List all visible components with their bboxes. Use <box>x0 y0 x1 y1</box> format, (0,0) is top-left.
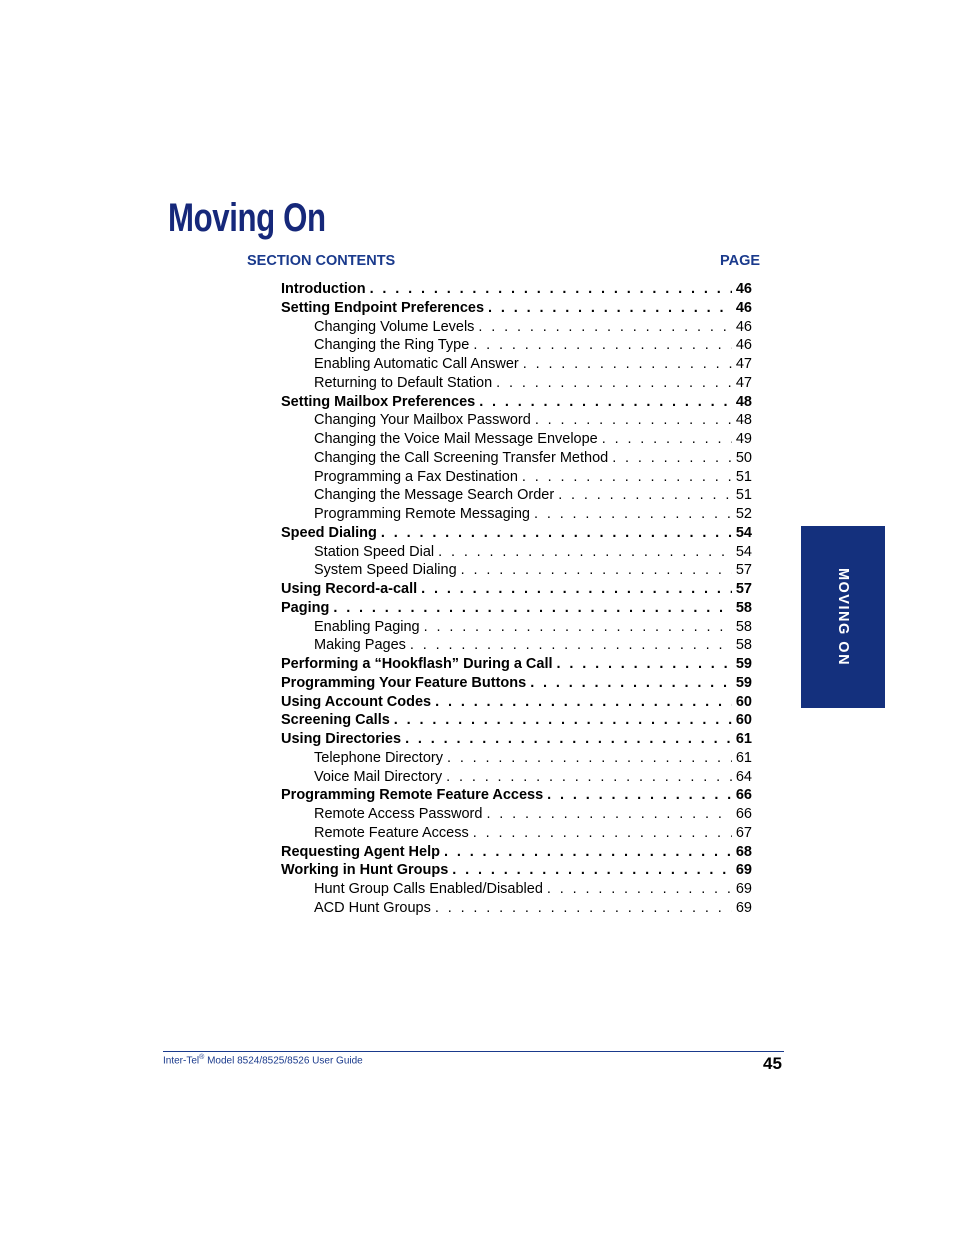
page-number: 45 <box>763 1054 782 1073</box>
toc-entry-label: Changing Volume Levels <box>314 318 475 335</box>
toc-entry <box>314 468 752 487</box>
toc-entry <box>314 805 752 824</box>
dot-leader <box>446 768 732 787</box>
toc-entry-page: 66 <box>735 806 752 822</box>
dot-leader <box>486 805 731 824</box>
toc-entry-page: 48 <box>735 412 752 429</box>
toc-entry-label: Setting Mailbox Preferences <box>281 393 476 410</box>
dot-leader <box>421 580 732 599</box>
dot-leader <box>381 524 732 543</box>
toc-entry-label: Enabling Paging <box>314 618 420 635</box>
toc-entry <box>281 524 752 543</box>
toc-entry <box>314 543 752 562</box>
toc-entry-label: Using Record-a-call <box>281 581 418 597</box>
toc-entry <box>281 599 752 618</box>
toc-entry-label: Speed Dialing <box>281 524 377 541</box>
dot-leader <box>452 861 732 880</box>
toc-entry-label: ACD Hunt Groups <box>314 899 431 916</box>
footer-brand: Inter-Tel <box>163 1055 200 1067</box>
page-column-header: PAGE <box>720 253 761 269</box>
toc-entry <box>281 693 752 712</box>
dot-leader <box>473 336 732 355</box>
toc-entry <box>281 674 752 693</box>
toc-entry-label: Remote Access Password <box>314 806 483 822</box>
toc-entry <box>314 336 752 355</box>
footer-guide-name: Model 8524/8525/8526 User Guide <box>204 1055 363 1067</box>
side-tab <box>801 526 885 708</box>
toc-entry-page: 60 <box>735 693 752 710</box>
toc-entry-page: 57 <box>735 562 752 579</box>
toc-entry-label: Working in Hunt Groups <box>281 862 449 879</box>
toc-entry <box>314 486 752 505</box>
toc-entry-page: 61 <box>735 749 752 766</box>
toc-entry-label: Hunt Group Calls Enabled/Disabled <box>314 881 543 897</box>
toc-entry-page: 59 <box>735 656 752 672</box>
toc-entry <box>281 393 752 412</box>
toc-entry-label: Paging <box>281 599 330 616</box>
toc-entry-label: Changing the Voice Mail Message Envelope <box>314 431 598 447</box>
toc-entry-label: Telephone Directory <box>314 749 443 766</box>
toc-entry-page: 48 <box>735 393 752 410</box>
toc-entry-page: 64 <box>735 768 752 785</box>
dot-leader <box>496 374 732 393</box>
page-title: Moving On <box>168 196 326 240</box>
toc-entry <box>281 280 752 299</box>
toc-entry <box>281 861 752 880</box>
dot-leader <box>444 843 732 862</box>
toc-entry-label: Station Speed Dial <box>314 543 435 560</box>
toc-entry <box>314 768 752 787</box>
dot-leader <box>557 655 732 674</box>
toc-entry <box>314 355 752 374</box>
dot-leader <box>602 430 732 449</box>
toc-entry-page: 49 <box>735 431 752 447</box>
toc-entry <box>314 561 752 580</box>
toc-entry-page: 46 <box>735 299 752 316</box>
toc-entry <box>314 749 752 768</box>
dot-leader <box>547 880 732 899</box>
toc-entry-page: 58 <box>735 637 752 654</box>
toc-entry-label: Programming Remote Feature Access <box>281 787 544 804</box>
toc-entry-page: 68 <box>735 843 752 860</box>
toc-entry-page: 54 <box>735 524 752 541</box>
toc-entry <box>281 730 752 749</box>
toc-entry <box>314 880 752 899</box>
toc-entry <box>281 843 752 862</box>
toc-entry-label: System Speed Dialing <box>314 562 457 579</box>
toc-entry-page: 59 <box>735 674 752 691</box>
dot-leader <box>534 505 732 524</box>
toc-entry <box>314 505 752 524</box>
toc-entry-label: Programming Remote Messaging <box>314 506 530 522</box>
dot-leader <box>473 824 732 843</box>
toc-entry-page: 50 <box>735 449 752 466</box>
dot-leader <box>612 449 732 468</box>
dot-leader <box>424 618 732 637</box>
dot-leader <box>523 355 732 374</box>
toc-entry-page: 61 <box>735 731 752 747</box>
dot-leader <box>405 730 732 749</box>
toc-entry-label: Setting Endpoint Preferences <box>281 299 485 316</box>
toc-entry-label: Changing the Call Screening Transfer Method <box>314 449 609 466</box>
toc-entry <box>314 899 752 918</box>
dot-leader <box>479 393 732 412</box>
dot-leader <box>447 749 732 768</box>
toc-entry <box>281 580 752 599</box>
toc-entry-page: 51 <box>735 487 752 504</box>
toc-entry-label: Changing Your Mailbox Password <box>314 412 531 429</box>
toc-entry <box>281 711 752 730</box>
toc-entry-page: 51 <box>735 468 752 485</box>
toc-entry-label: Requesting Agent Help <box>281 843 440 860</box>
toc-entry-page: 46 <box>735 318 752 335</box>
dot-leader <box>435 899 732 918</box>
toc-entry-label: Screening Calls <box>281 712 390 729</box>
toc-entry-label: Programming a Fax Destination <box>314 468 518 485</box>
toc-entry-label: Returning to Default Station <box>314 374 493 391</box>
dot-leader <box>370 280 732 299</box>
toc-entry <box>281 786 752 805</box>
toc-entry-page: 58 <box>735 599 752 616</box>
toc-entry-page: 69 <box>735 862 752 879</box>
toc-entry-label: Introduction <box>281 281 366 297</box>
toc-entry <box>314 618 752 637</box>
toc-entry-label: Changing the Ring Type <box>314 337 470 354</box>
toc-entry-page: 47 <box>735 356 752 372</box>
toc-entry-label: Using Account Codes <box>281 693 432 710</box>
toc-entry-page: 69 <box>735 899 752 916</box>
toc-entry-page: 47 <box>735 374 752 391</box>
toc-entry-page: 66 <box>735 787 752 804</box>
side-tab-label: MOVING ON <box>835 567 851 667</box>
toc-entry <box>314 374 752 393</box>
toc-entry-page: 58 <box>735 618 752 635</box>
dot-leader <box>438 543 732 562</box>
toc-entry-label: Programming Your Feature Buttons <box>281 674 527 691</box>
dot-leader <box>435 693 732 712</box>
toc-entry-label: Performing a “Hookflash” During a Call <box>281 656 553 672</box>
dot-leader <box>410 636 732 655</box>
dot-leader <box>522 468 732 487</box>
toc-entry-page: 69 <box>735 881 752 897</box>
toc-entry-page: 57 <box>735 581 752 597</box>
toc-entry-label: Voice Mail Directory <box>314 768 443 785</box>
toc-entry-label: Remote Feature Access <box>314 824 469 841</box>
toc-entry-page: 67 <box>735 824 752 841</box>
toc-entry-label: Making Pages <box>314 637 406 654</box>
toc-entry-page: 46 <box>735 281 752 297</box>
toc-entry <box>314 318 752 337</box>
footer-guide-title <box>163 1054 363 1066</box>
dot-leader <box>478 318 731 337</box>
toc-entry-label: Changing the Message Search Order <box>314 487 555 504</box>
toc-entry <box>314 411 752 430</box>
dot-leader <box>547 786 732 805</box>
dot-leader <box>558 486 732 505</box>
toc-entry-page: 60 <box>735 712 752 729</box>
toc-entry <box>281 299 752 318</box>
toc-entry-page: 54 <box>735 543 752 560</box>
toc-entry <box>314 824 752 843</box>
toc-entry <box>314 430 752 449</box>
toc-entry <box>314 636 752 655</box>
section-contents-header: SECTION CONTENTS <box>247 253 396 269</box>
toc-entry-page: 52 <box>735 506 752 522</box>
dot-leader <box>461 561 732 580</box>
toc-entry <box>314 449 752 468</box>
dot-leader <box>394 711 732 730</box>
dot-leader <box>535 411 732 430</box>
dot-leader <box>333 599 732 618</box>
toc-entry-label: Using Directories <box>281 731 402 747</box>
dot-leader <box>488 299 732 318</box>
registered-mark: ® <box>199 1054 205 1061</box>
toc-entry <box>281 655 752 674</box>
footer-rule <box>163 1051 784 1052</box>
dot-leader <box>530 674 732 693</box>
toc-entry-label: Enabling Automatic Call Answer <box>314 356 519 372</box>
toc-entry-page: 46 <box>735 337 752 354</box>
